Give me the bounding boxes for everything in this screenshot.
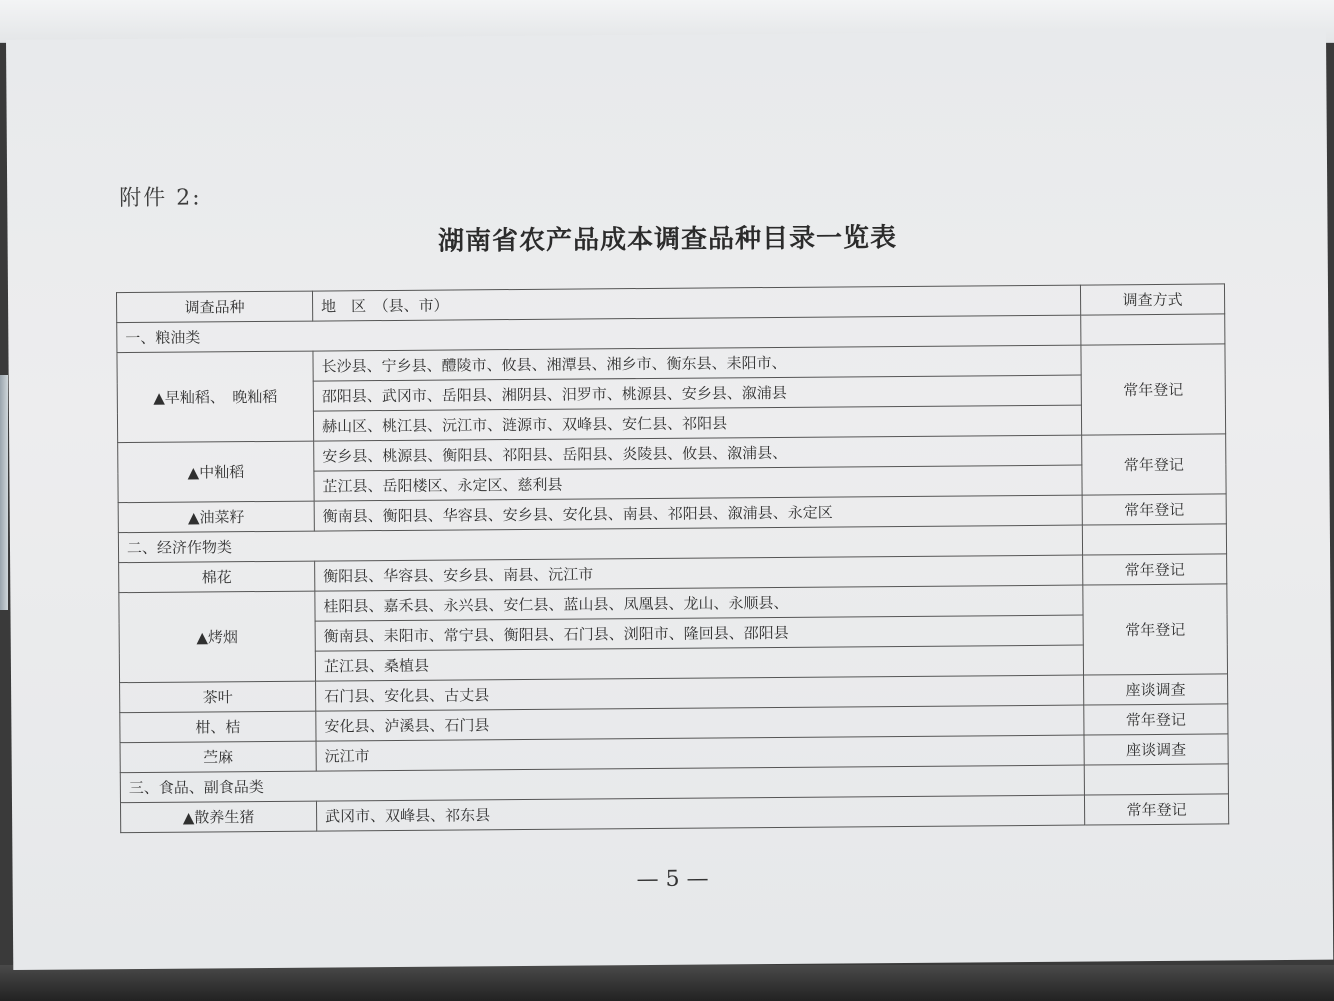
category-label: 一、粮油类 [117,315,1081,353]
page-number: — 5 — [636,866,709,893]
region-cell: 安化县、泸溪县、石门县 [316,705,1084,741]
header-region: 地 区 （县、市） [312,285,1080,321]
method-cell: 常年登记 [1082,434,1226,495]
category-method-empty [1084,764,1228,795]
method-cell: 座谈调查 [1084,734,1228,765]
region-cell: 衡南县、衡阳县、华容县、安乡县、安化县、南县、祁阳县、溆浦县、永定区 [314,495,1082,531]
category-method-empty [1081,314,1225,345]
method-cell: 座谈调查 [1084,674,1228,705]
method-cell: 常年登记 [1084,704,1228,735]
variety-cell: ▲油菜籽 [118,501,314,533]
variety-cell: 棉花 [119,561,315,593]
region-cell: 衡南县、耒阳市、常宁县、衡阳县、石门县、浏阳市、隆回县、邵阳县 [315,615,1083,651]
desk-surface [0,965,1334,1001]
table-body [117,314,1229,833]
variety-cell: 柑、桔 [120,711,316,743]
variety-cell: ▲早籼稻、 晚籼稻 [117,351,314,443]
region-cell: 长沙县、宁乡县、醴陵市、攸县、湘潭县、湘乡市、衡东县、耒阳市、 [313,345,1081,381]
region-cell: 邵阳县、武冈市、岳阳县、湘阴县、汨罗市、桃源县、安乡县、溆浦县 [313,375,1081,411]
category-label: 二、经济作物类 [118,525,1082,563]
document-page [6,30,1333,970]
category-method-empty [1082,524,1226,555]
region-cell: 衡阳县、华容县、安乡县、南县、沅江市 [315,555,1083,591]
catalog-table [116,283,1229,833]
category-label: 三、食品、副食品类 [120,765,1084,803]
method-cell: 常年登记 [1084,794,1228,825]
header-method: 调查方式 [1080,284,1224,315]
background-object [0,375,8,610]
header-variety: 调查品种 [116,291,312,323]
variety-cell: ▲中籼稻 [118,441,314,503]
region-cell: 石门县、安化县、古丈县 [316,675,1084,711]
region-cell: 赫山区、桃江县、沅江市、涟源市、双峰县、安仁县、祁阳县 [313,405,1081,441]
variety-cell: ▲散养生猪 [120,801,316,833]
region-cell: 芷江县、岳阳楼区、永定区、慈利县 [314,465,1082,501]
region-cell: 桂阳县、嘉禾县、永兴县、安仁县、蓝山县、凤凰县、龙山、永顺县、 [315,585,1083,621]
variety-cell: 茶叶 [120,681,316,713]
region-cell: 安乡县、桃源县、衡阳县、祁阳县、岳阳县、炎陵县、攸县、溆浦县、 [314,435,1082,471]
region-cell: 武冈市、双峰县、祁东县 [316,795,1084,831]
method-cell: 常年登记 [1083,554,1227,585]
region-cell: 沅江市 [316,735,1084,771]
method-cell: 常年登记 [1082,494,1226,525]
method-cell: 常年登记 [1081,344,1226,435]
method-cell: 常年登记 [1083,584,1228,675]
document-title: 湖南省农产品成本调查品种目录一览表 [437,223,898,257]
variety-cell: ▲烤烟 [119,591,316,683]
region-cell: 芷江县、桑植县 [315,645,1083,681]
variety-cell: 苎麻 [120,741,316,773]
attachment-label: 附件 2: [119,185,202,212]
